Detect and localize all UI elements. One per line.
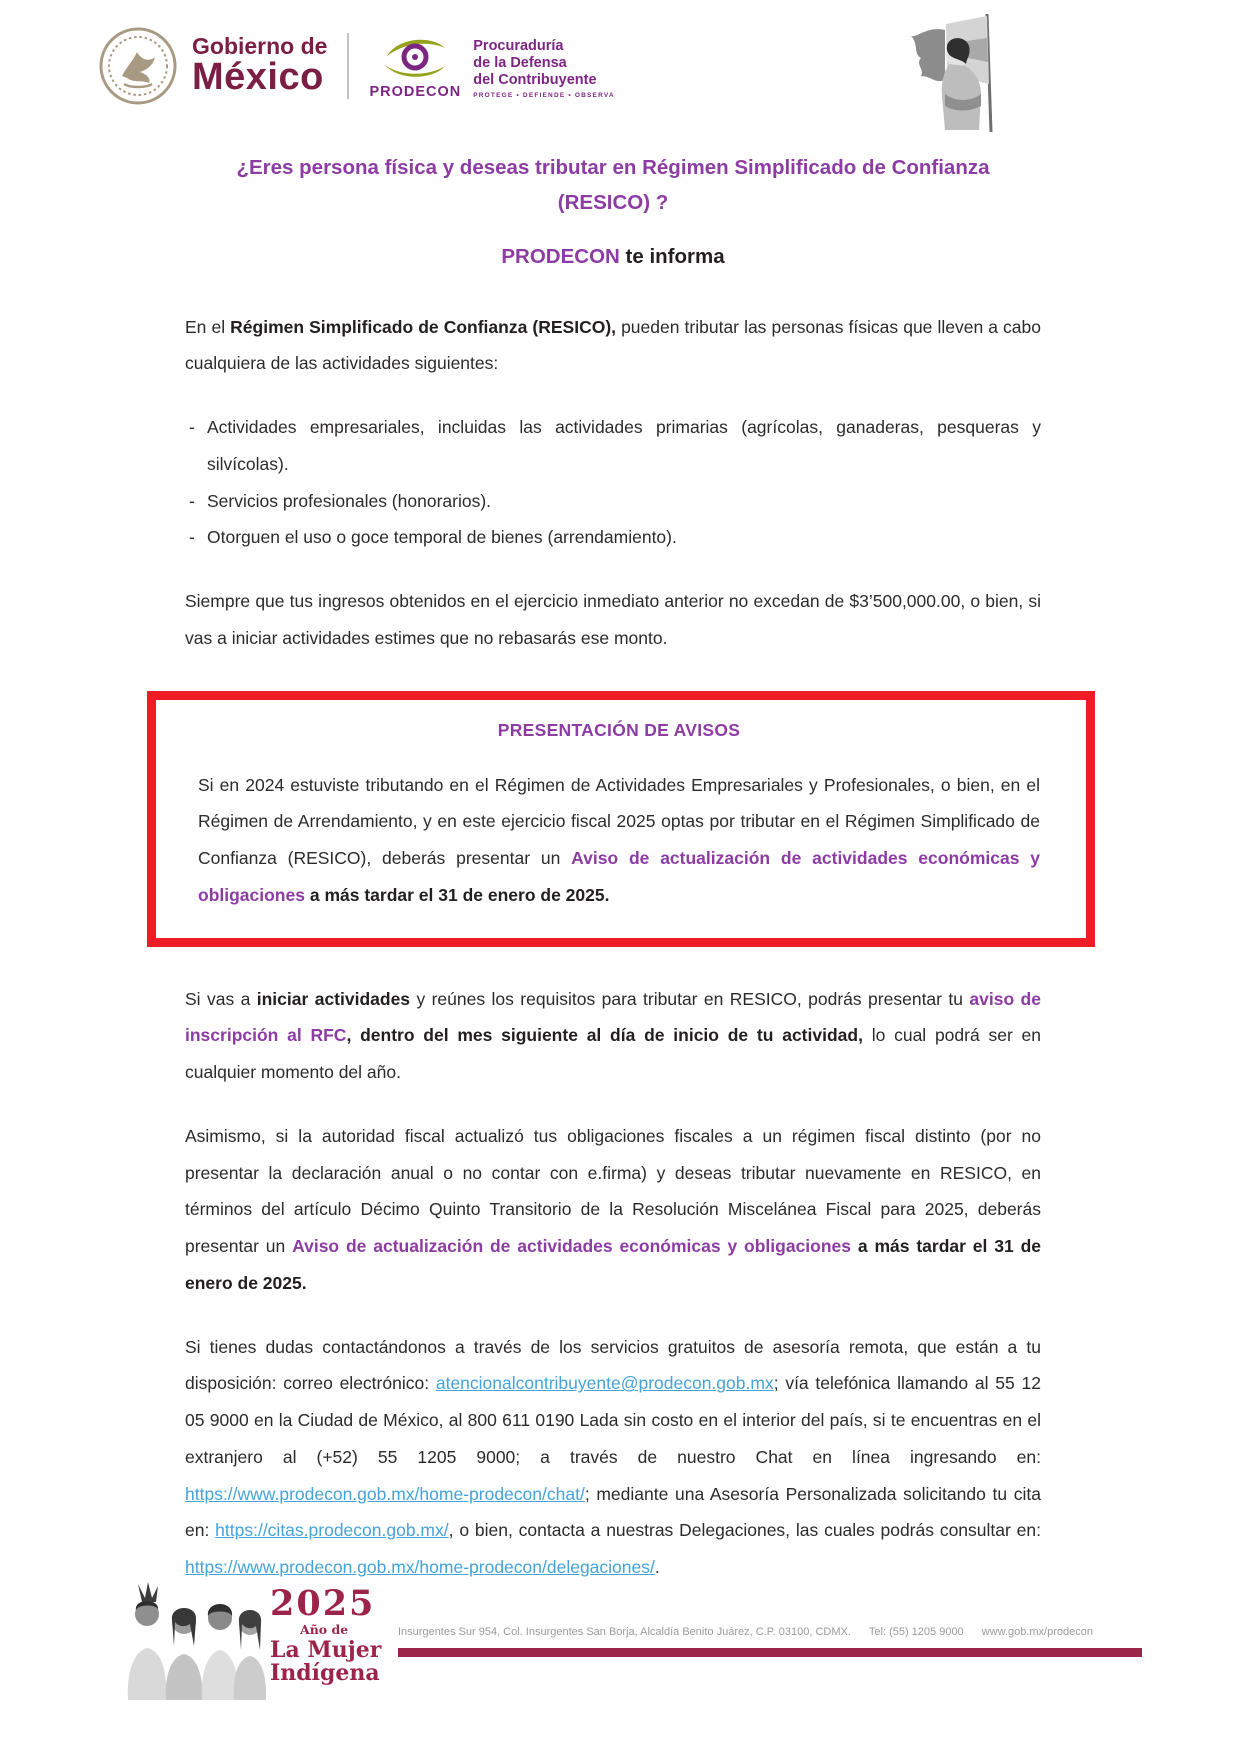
text-run: Aviso de actualización de actividades económicas y obligaciones — [292, 1236, 852, 1256]
text-run: Si en 2024 estuviste tributando en el Régimen de Actividades Empresariales y Profesionales, o bien, en el Régimen de Arrendamiento, y en este ejercicio fiscal 2025 optas por tributar en el Régimen Simplificado de Confianza (RESICO), deberás presentar un — [198, 774, 1040, 868]
text-run: Asimismo, si la autoridad fiscal actualizó tus obligaciones fiscales a un régimen fiscal distinto (por no presentar la declaración anual o no contar con e.firma) y deseas tributar nuevamente en RESICO, en términos del artículo Décimo Quinto Transitorio de la Resolución Miscelánea Fiscal para 2025, deberás presentar un — [185, 1125, 1041, 1256]
gobierno-line1: Gobierno de — [192, 32, 328, 59]
document-header — [98, 26, 615, 106]
text-run — [851, 1236, 858, 1256]
mexico-eagle-seal-icon — [98, 26, 178, 106]
text-run: a más tardar el 31 de enero de 2025. — [185, 1236, 1041, 1293]
footer-website: www.gob.mx/prodecon — [981, 1626, 1093, 1638]
text-run: Siempre que tus ingresos obtenidos en el ejercicio inmediato anterior no excedan de $3’500,000.00, o bien, si vas a iniciar actividades estimes que no rebasarás ese monto. — [185, 591, 1041, 648]
text-run: Si tienes dudas contactándonos a través de los servicios gratuitos de asesoría remota, que están a tu disposición: correo electrónico: — [185, 1336, 1041, 1394]
bullet-marker: - — [189, 527, 195, 548]
text-run: Régimen Simplificado de Confianza (RESICO), — [230, 316, 617, 337]
subtitle-brand: PRODECON — [501, 244, 620, 268]
prodecon-acronym: PRODECON — [369, 84, 462, 100]
page-subtitle — [185, 245, 1041, 269]
year-of-indigenous-woman-logo — [270, 1583, 382, 1686]
footer-caption-line2: La Mujer — [270, 1636, 382, 1663]
text-run: ; vía telefónica llamando al 55 12 05 9000 en la Ciudad de México, al 800 611 0190 Lada sin costo en el interior del país, si te encuentras en el extranjero al (+52) 55 1205 9000; a través de nuestro Chat en línea ingresando en: — [185, 1373, 1041, 1467]
text-run: , o bien, contacta a nuestras Delegaciones, las cuales podrás consultar en: — [448, 1520, 1041, 1541]
text-run: a más tardar el 31 de enero de 2025. — [309, 884, 610, 905]
prodecon-logo — [369, 32, 614, 100]
text-run: Aviso de actualización de actividades económicas y obligaciones — [198, 848, 1040, 905]
prodecon-tagline: PROTEGE • DEFIENDE • OBSERVA — [473, 92, 615, 100]
header-divider — [347, 33, 349, 99]
paragraph — [185, 981, 1041, 1091]
indigenous-women-image — [112, 1580, 267, 1700]
text-run: Actividades empresariales, incluidas las actividades primarias (agrícolas, ganaderas, pesqueras y silvícolas). — [207, 417, 1041, 474]
footer-address: Insurgentes Sur 954, Col. Insurgentes San Borja, Alcaldía Benito Juárez, C.P. 03100, CDMX. — [398, 1626, 851, 1638]
prodecon-name-line: Procuraduría — [473, 38, 564, 54]
footer-caption-line1: Año de — [300, 1622, 349, 1637]
paragraph — [185, 309, 1041, 383]
text-run: pueden tributar las personas físicas que lleven a cabo cualquiera de las actividades siguientes: — [185, 316, 1042, 374]
text-run: iniciar actividades — [256, 988, 411, 1009]
prodecon-icon-column — [369, 32, 461, 100]
gobierno-line2: México — [192, 56, 324, 99]
subtitle-rest: te informa — [619, 244, 725, 268]
text-run: lo cual podrá ser en cualquier momento del año. — [185, 1025, 1042, 1082]
bullet-item — [185, 483, 1041, 520]
text-run: aviso de inscripción al RFC — [185, 988, 1041, 1046]
hyperlink[interactable]: atencionalcontribuyente@prodecon.gob.mx — [435, 1373, 774, 1394]
prodecon-name-line: del Contribuyente — [473, 72, 597, 89]
footer-year: 2025 — [270, 1583, 376, 1624]
prodecon-name-line: de la Defensa — [473, 55, 567, 72]
text-run: , dentro del mes siguiente al día de inicio de tu actividad, — [346, 1025, 863, 1046]
document-body — [185, 150, 1041, 1613]
paragraph — [185, 583, 1041, 657]
text-run: Si vas a — [185, 988, 257, 1009]
paragraph — [185, 1118, 1041, 1302]
text-run: Servicios profesionales (honorarios). — [207, 490, 492, 511]
prodecon-name-block — [473, 32, 615, 99]
hyperlink[interactable]: https://citas.prodecon.gob.mx/ — [215, 1520, 449, 1541]
footer-accent-bar — [398, 1648, 1142, 1657]
paragraph — [185, 1329, 1041, 1586]
text-run: ; mediante una Asesoría Personalizada solicitando tu cita en: — [185, 1483, 1041, 1541]
gobierno-wordmark — [192, 32, 328, 99]
bullet-item — [185, 409, 1041, 483]
document-blocks — [185, 309, 1041, 1586]
footer-phone: Tel: (55) 1205 9000 — [868, 1626, 964, 1638]
highlight-box-heading: PRESENTACIÓN DE AVISOS — [497, 719, 741, 740]
prodecon-name — [473, 32, 615, 89]
hyperlink[interactable]: https://www.prodecon.gob.mx/home-prodecon/delegaciones/ — [185, 1557, 655, 1577]
text-run: En el — [185, 316, 231, 337]
footer-caption-line3: Indígena — [270, 1659, 380, 1686]
paragraph — [198, 767, 1040, 914]
hyperlink[interactable]: https://www.prodecon.gob.mx/home-prodecon/chat/ — [185, 1483, 585, 1504]
bullet-marker: - — [189, 417, 195, 437]
gobierno-de-mexico-logo — [98, 26, 327, 106]
highlight-box — [147, 691, 1095, 947]
footer-address-line — [398, 1626, 1142, 1638]
text-run: Otorguen el uso o goce temporal de bienes (arrendamiento). — [207, 527, 677, 548]
text-run: y reúnes los requisitos para tributar en RESICO, podrás presentar tu — [410, 988, 970, 1009]
bullet-marker: - — [189, 490, 195, 511]
bullet-item — [185, 519, 1041, 556]
bullet-list — [185, 409, 1041, 556]
woman-flag-image — [887, 10, 1012, 138]
text-run: . — [654, 1557, 660, 1577]
page-title: ¿Eres persona física y deseas tributar en Régimen Simplificado de Confianza (RESICO) ? — [236, 156, 990, 215]
prodecon-eye-icon — [380, 32, 450, 82]
